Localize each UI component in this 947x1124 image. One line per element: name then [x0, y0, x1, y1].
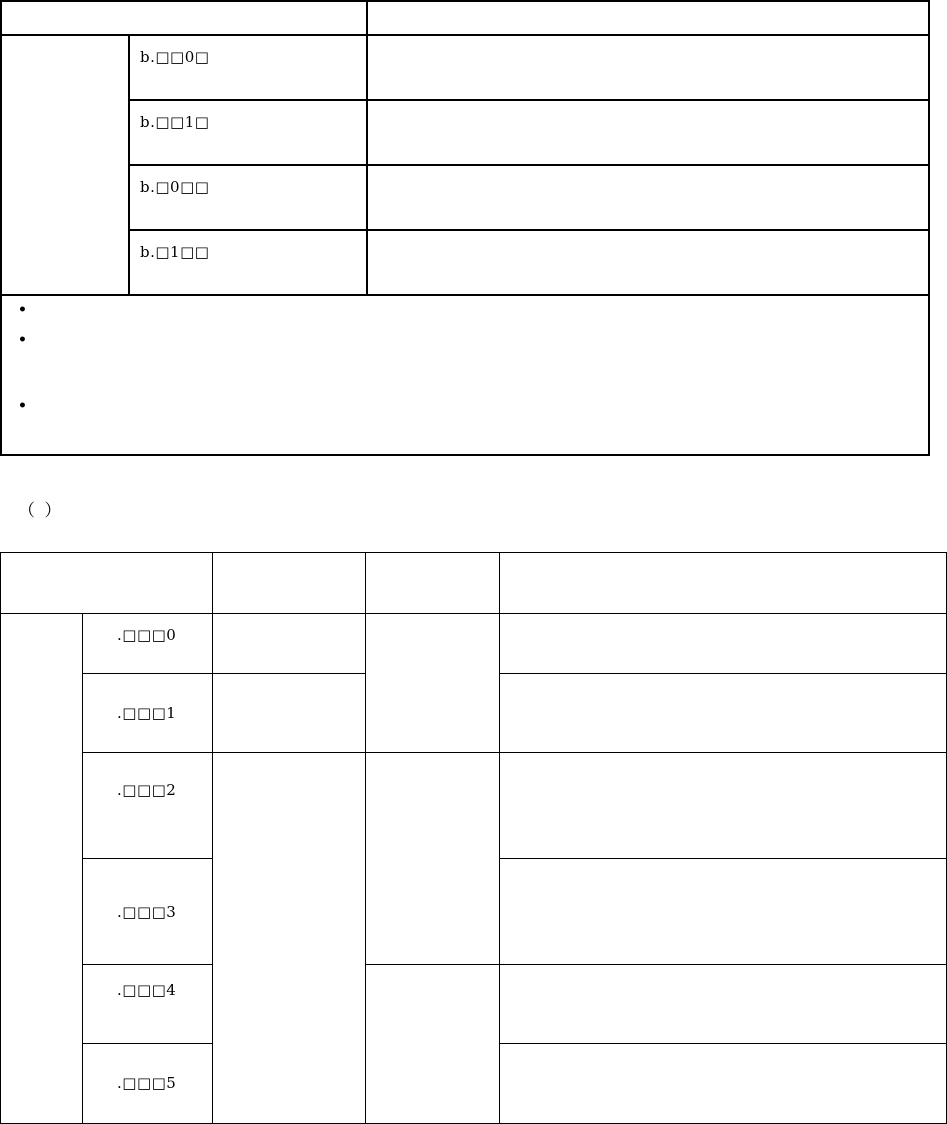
- table-row: [1, 753, 947, 859]
- param-code-cell: .□□□2: [83, 753, 213, 859]
- parameter-name-cell: [1, 614, 83, 1124]
- param-description-cell: [500, 1044, 947, 1124]
- param-description-cell: [367, 165, 929, 230]
- param-code-cell: .□□□4: [83, 965, 213, 1044]
- table-row: [1, 165, 929, 230]
- table-cell: [366, 614, 500, 753]
- notes-row: [1, 295, 929, 455]
- table-cell: [213, 674, 366, 753]
- table-row: [1, 614, 947, 674]
- table-cell: [213, 614, 366, 674]
- header-cell-parameter: [1, 1, 367, 35]
- param-code-cell: .□□□0: [83, 614, 213, 674]
- table-row: [1, 965, 947, 1044]
- param-description-cell: [500, 965, 947, 1044]
- header-cell-meaning: [367, 1, 929, 35]
- header-cell-col4: [366, 553, 500, 614]
- param-code-cell: b.□1□□: [129, 230, 367, 295]
- param-description-cell: [367, 35, 929, 100]
- param-description-cell: [500, 674, 947, 753]
- table-row: [1, 100, 929, 165]
- table-cell: [366, 965, 500, 1124]
- table-header-row: [1, 553, 947, 614]
- param-code-cell: .□□□5: [83, 1044, 213, 1124]
- note-bullet: •: [18, 398, 27, 414]
- header-cell-parameter: [1, 553, 213, 614]
- header-cell-col3: [213, 553, 366, 614]
- parameter-table-2: [0, 552, 947, 1124]
- table-cell: [213, 753, 366, 1124]
- notes-cell: [1, 295, 929, 455]
- table-header-row: [1, 1, 929, 35]
- section-parenthesis: （ ）: [18, 501, 64, 521]
- param-description-cell: [500, 859, 947, 965]
- param-code-cell: .□□□3: [83, 859, 213, 965]
- note-bullet: •: [18, 302, 27, 318]
- param-description-cell: [500, 614, 947, 674]
- parameter-table-1: [0, 0, 930, 456]
- param-code-cell: b.□□0□: [129, 35, 367, 100]
- table-cell: [366, 753, 500, 965]
- parameter-name-cell: [1, 35, 129, 295]
- note-bullet: •: [18, 332, 27, 348]
- param-description-cell: [367, 100, 929, 165]
- table-row: [1, 35, 929, 100]
- param-code-cell: .□□□1: [83, 674, 213, 753]
- param-code-cell: b.□0□□: [129, 165, 367, 230]
- param-description-cell: [367, 230, 929, 295]
- param-description-cell: [500, 753, 947, 859]
- param-code-cell: b.□□1□: [129, 100, 367, 165]
- table-row: [1, 230, 929, 295]
- header-cell-col5: [500, 553, 947, 614]
